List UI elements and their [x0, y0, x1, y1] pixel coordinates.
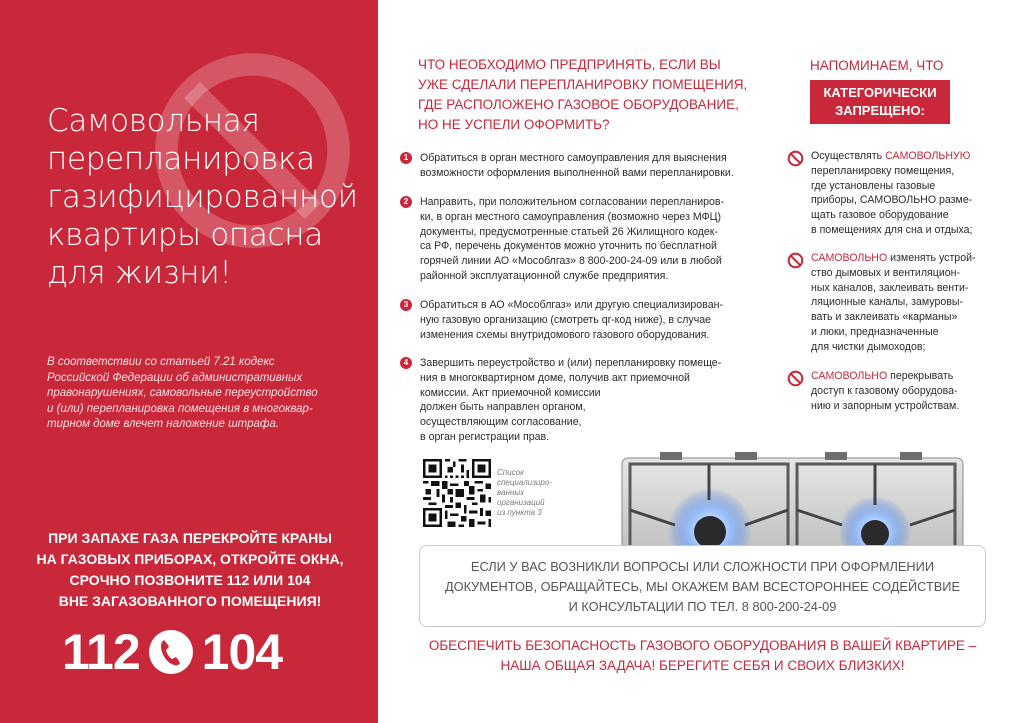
steps-list — [400, 151, 770, 456]
legal-line: тирном доме влечет наложение штрафа. — [47, 418, 280, 430]
rule-tail: изменять устрой- — [887, 252, 976, 264]
step-number-badge: 1 — [400, 152, 412, 164]
rule-line: в помещениях для сна и отдыха; — [811, 223, 973, 236]
headline-line: газифицированной — [47, 179, 358, 215]
step-line: возможности оформления выполненной вами перепланировки. — [420, 166, 734, 179]
prohibited-item — [787, 251, 997, 369]
ban-icon — [787, 252, 804, 269]
headline-line: квартиры опасна — [47, 217, 323, 253]
step-item — [400, 195, 770, 298]
ban-icon — [787, 150, 804, 167]
step-line: ную газовую организацию (смотреть qr-код ниже), в случае — [420, 313, 712, 326]
rule-line: перепланировку помещения, — [811, 164, 955, 177]
prohibited-item — [787, 149, 997, 251]
rule-line: ляционные каналы, замуровы- — [811, 296, 964, 309]
headline-line: Самовольная — [47, 103, 260, 139]
prohibited-list — [787, 149, 997, 413]
step-item — [400, 356, 770, 456]
step-line: ки, в орган местного самоуправления (возможно через МФЦ) — [420, 210, 721, 223]
rule-line: ных каналов, заклеивать венти- — [811, 281, 969, 294]
qr-caption — [497, 468, 567, 518]
phone-icon — [146, 627, 196, 677]
info-line: ДОКУМЕНТОВ, ОБРАЩАЙТЕСЬ, МЫ ОКАЖЕМ ВАМ ВСЕСТОРОННЕЕ СОДЕЙСТВИЕ — [444, 579, 961, 594]
caption-line: из пункта 3 — [497, 508, 542, 517]
legal-line: Российской Федерации об административных — [47, 371, 303, 384]
caption-line: специализиро- — [497, 478, 552, 487]
slogan-line: ОБЕСПЕЧИТЬ БЕЗОПАСНОСТЬ ГАЗОВОГО ОБОРУДОВАНИЯ В ВАШЕЙ КВАРТИРЕ – — [428, 638, 977, 653]
headline-line: для жизни! — [47, 255, 232, 291]
prohibited-item — [787, 369, 997, 413]
legal-line: правонарушениях, самовольные переустройство — [47, 387, 318, 399]
step-line: Обратиться в орган местного самоуправления для выяснения — [420, 152, 727, 164]
step-line: комиссии. Акт приемочной комиссии — [420, 386, 601, 399]
step-line: районной эксплуатационной службе предприятия. — [420, 269, 669, 282]
rule-line: вать и заклеивать «карманы» — [811, 311, 958, 324]
warning-line: СРОЧНО ПОЗВОНИТЕ 112 ИЛИ 104 — [69, 572, 311, 588]
rule-line: приборы, САМОВОЛЬНО разме- — [811, 194, 973, 207]
bottom-slogan — [405, 636, 1000, 676]
step-line: Обратиться в АО «Мособлгаз» или другую специализирован- — [420, 299, 723, 311]
title-line: ГДЕ РАСПОЛОЖЕНО ГАЗОВОЕ ОБОРУДОВАНИЕ, — [418, 97, 739, 112]
gas-stove-illustration — [620, 450, 965, 560]
title-line: ЧТО НЕОБХОДИМО ПРЕДПРИНЯТЬ, ЕСЛИ ВЫ — [418, 57, 721, 72]
warning-line: ВНЕ ЗАГАЗОВАННОГО ПОМЕЩЕНИЯ! — [58, 593, 322, 609]
caption-line: ванных — [497, 488, 525, 497]
step-line: са РФ, перечень документов можно уточнить по бесплатной — [420, 240, 717, 253]
step-line: в орган регистрации прав. — [420, 430, 550, 443]
rule-line: щать газовое оборудование — [811, 209, 949, 222]
rule-line: ство дымовых и вентиляцион- — [811, 266, 961, 279]
step-line: осуществляющим согласование, — [420, 416, 582, 429]
step-number-badge: 3 — [400, 299, 412, 311]
legal-note — [47, 355, 347, 433]
emergency-numbers — [62, 622, 282, 682]
step-line: горячей линии АО «Мособлгаз» 8 800-200-24-09 или в любой — [420, 255, 722, 268]
rule-tail: перекрывать — [887, 370, 954, 382]
badge-line: КАТЕГОРИЧЕСКИ — [823, 85, 937, 100]
step-line: должен быть направлен органом, — [420, 401, 586, 414]
badge-line: ЗАПРЕЩЕНО: — [835, 103, 925, 118]
step-number-badge: 2 — [400, 196, 412, 208]
rule-line: нию и запорным устройствам. — [811, 399, 960, 412]
step-item — [400, 298, 770, 356]
rule-line: доступ к газовому оборудова- — [811, 384, 958, 397]
step-line: Завершить переустройство и (или) перепланировку помеще- — [420, 357, 722, 369]
step-line: документы, предусмотренные статьей 26 Жилищного кодек- — [420, 225, 718, 238]
rule-highlight: САМОВОЛЬНУЮ — [885, 150, 971, 162]
qr-code[interactable] — [423, 459, 491, 527]
emergency-number-104: 104 — [201, 624, 283, 680]
caption-line: Список — [497, 468, 524, 477]
rule-highlight: САМОВОЛЬНО — [811, 370, 888, 382]
contact-info-box — [419, 545, 986, 627]
prohibited-badge — [810, 80, 950, 124]
ban-icon — [787, 370, 804, 387]
gas-smell-warning — [20, 528, 360, 612]
rule-line: для чистки дымоходов; — [811, 340, 926, 353]
warning-line: НА ГАЗОВЫХ ПРИБОРАХ, ОТКРОЙТЕ ОКНА, — [36, 551, 344, 567]
step-line: Направить, при положительном согласовании перепланиров- — [420, 196, 725, 208]
step-line: ния в многоквартирном доме, получив акт приемочной — [420, 371, 690, 384]
slogan-line: НАША ОБЩАЯ ЗАДАЧА! БЕРЕГИТЕ СЕБЯ И СВОИХ БЛИЗКИХ! — [500, 658, 905, 673]
left-red-panel — [0, 0, 378, 723]
legal-line: и (или) перепланировка помещения в многоквар- — [47, 402, 313, 415]
what-to-do-title — [418, 55, 778, 135]
info-line: ЕСЛИ У ВАС ВОЗНИКЛИ ВОПРОСЫ ИЛИ СЛОЖНОСТИ ПРИ ОФОРМЛЕНИИ — [470, 559, 935, 574]
step-line: изменения схемы внутридомового газового оборудования. — [420, 328, 710, 341]
rule-lead: Осуществлять — [811, 150, 886, 162]
caption-line: организаций — [497, 498, 545, 507]
step-item — [400, 151, 770, 195]
info-line: И КОНСУЛЬТАЦИИ ПО ТЕЛ. 8 800-200-24-09 — [568, 599, 837, 614]
rule-highlight: САМОВОЛЬНО — [811, 252, 888, 264]
legal-line: В соответствии со статьей 7.21 кодекс — [47, 356, 275, 368]
title-line: УЖЕ СДЕЛАЛИ ПЕРЕПЛАНИРОВКУ ПОМЕЩЕНИЯ, — [418, 77, 748, 92]
reminder-title: НАПОМИНАЕМ, ЧТО — [810, 58, 944, 73]
warning-line: ПРИ ЗАПАХЕ ГАЗА ПЕРЕКРОЙТЕ КРАНЫ — [48, 530, 332, 546]
headline-line: перепланировка — [47, 141, 315, 177]
page-headline — [47, 102, 367, 292]
step-number-badge: 4 — [400, 357, 412, 369]
rule-line: и люки, предназначенные — [811, 325, 939, 338]
title-line: НО НЕ УСПЕЛИ ОФОРМИТЬ? — [418, 117, 610, 132]
emergency-number-112: 112 — [62, 624, 140, 680]
rule-line: где установлены газовые — [811, 179, 936, 192]
